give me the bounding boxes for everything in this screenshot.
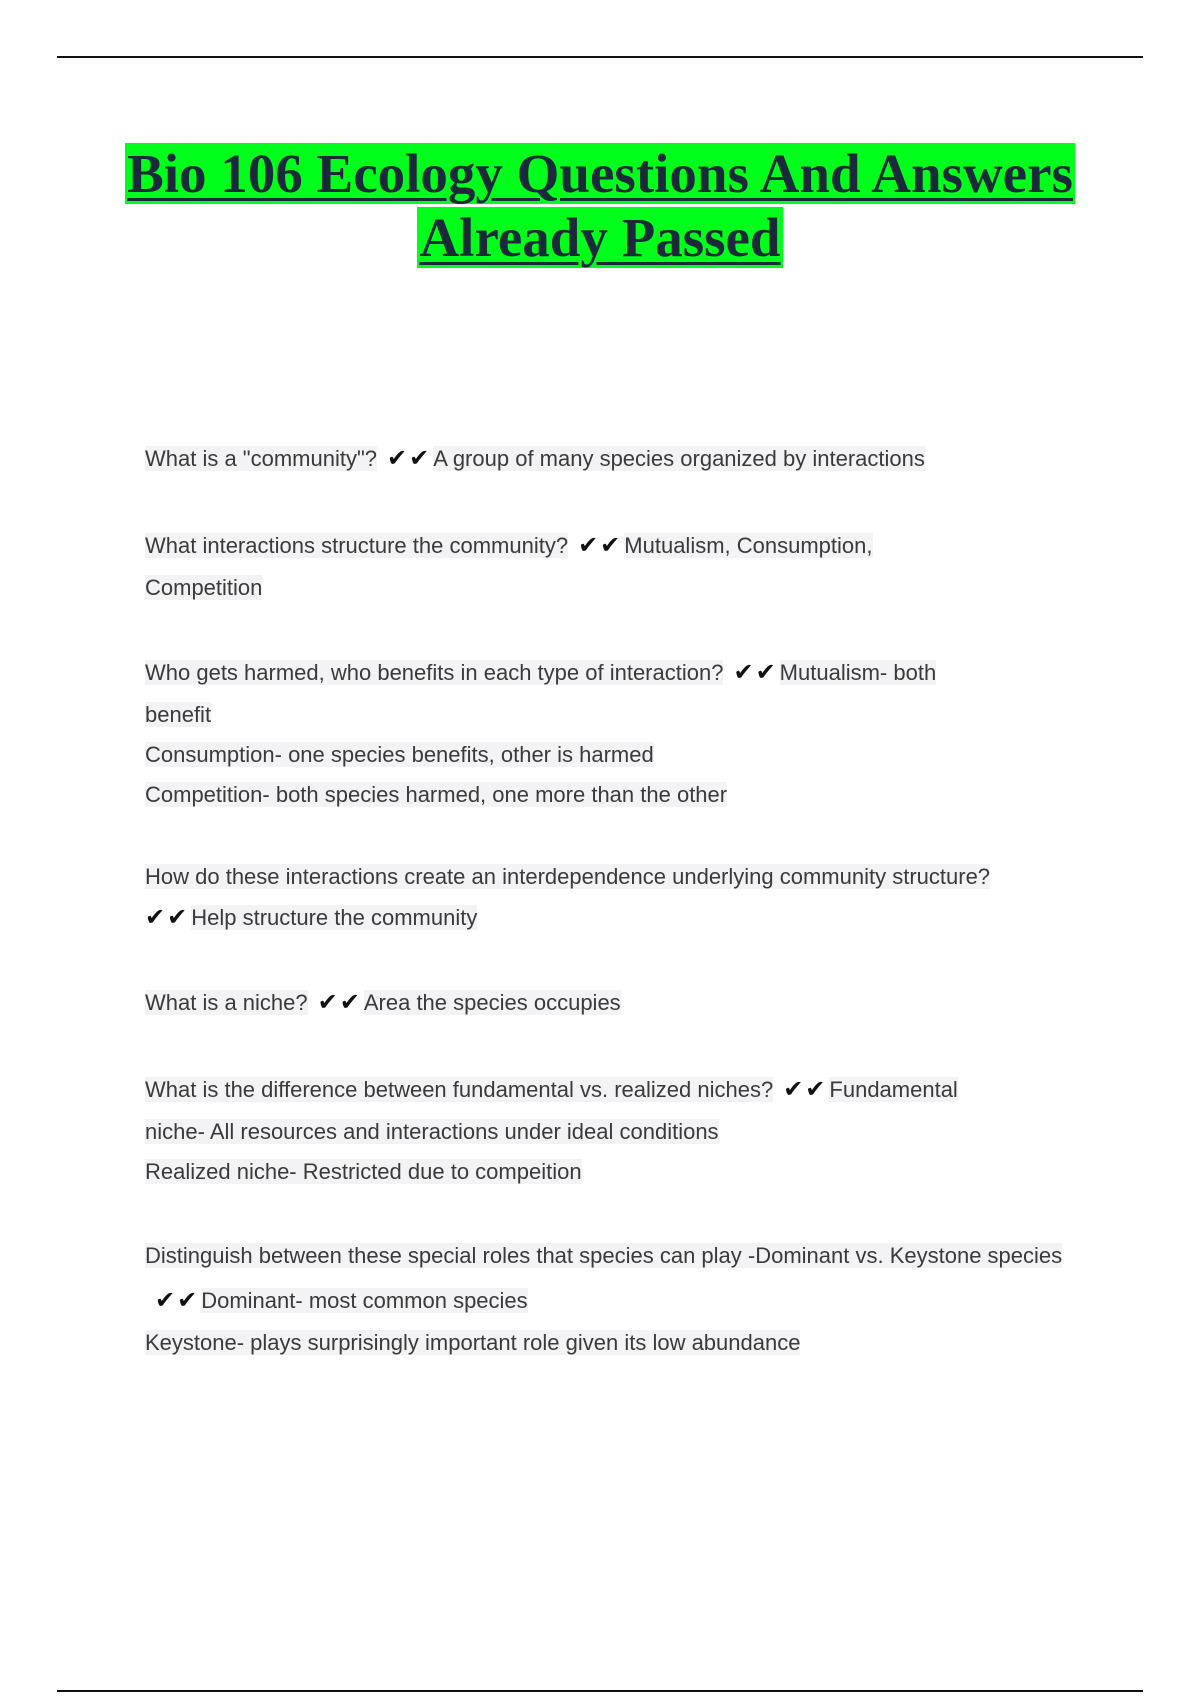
answer-text: Consumption- one species benefits, other is harmed bbox=[145, 742, 654, 767]
double-check-icon: ✔✔ bbox=[733, 658, 778, 686]
qa-list bbox=[145, 436, 1080, 1405]
answer-text: Mutualism, Consumption, bbox=[624, 533, 873, 558]
qa-item bbox=[145, 857, 1080, 938]
qa-item bbox=[145, 523, 1080, 608]
answer-text: Help structure the community bbox=[191, 905, 478, 930]
question-text: What is the difference between fundamental vs. realized niches? bbox=[145, 1077, 774, 1102]
answer-text: Realized niche- Restricted due to compeition bbox=[145, 1159, 582, 1184]
question-text: What is a niche? bbox=[145, 990, 308, 1015]
answer-text: Fundamental bbox=[829, 1077, 958, 1102]
answer-text: Dominant- most common species bbox=[201, 1288, 528, 1313]
answer-text: Area the species occupies bbox=[363, 990, 621, 1015]
answer-text: Mutualism- both bbox=[779, 660, 937, 685]
qa-item bbox=[145, 650, 1080, 815]
answer-text: A group of many species organized by interactions bbox=[433, 446, 925, 471]
qa-item bbox=[145, 1234, 1080, 1363]
answer-text: benefit bbox=[145, 702, 212, 727]
qa-item bbox=[145, 1067, 1080, 1192]
qa-item bbox=[145, 436, 1080, 481]
top-rule bbox=[57, 56, 1143, 58]
bottom-rule bbox=[57, 1690, 1143, 1692]
double-check-icon: ✔✔ bbox=[387, 444, 432, 472]
document-title: Bio 106 Ecology Questions And Answers Already Passed bbox=[127, 143, 1073, 268]
question-text: What is a "community"? bbox=[145, 446, 378, 471]
double-check-icon: ✔✔ bbox=[578, 531, 623, 559]
double-check-icon: ✔✔ bbox=[317, 988, 362, 1016]
answer-text: Competition bbox=[145, 575, 263, 600]
document-title-block bbox=[100, 142, 1100, 270]
answer-text: Competition- both species harmed, one more than the other bbox=[145, 782, 728, 807]
double-check-icon: ✔✔ bbox=[783, 1075, 828, 1103]
question-text: What interactions structure the community? bbox=[145, 533, 569, 558]
double-check-icon: ✔✔ bbox=[145, 903, 190, 931]
qa-item bbox=[145, 980, 1080, 1025]
answer-text: niche- All resources and interactions under ideal conditions bbox=[145, 1119, 719, 1144]
question-text: How do these interactions create an interdependence underlying community structure? bbox=[145, 864, 991, 889]
double-check-icon: ✔✔ bbox=[155, 1286, 200, 1314]
answer-text: Keystone- plays surprisingly important role given its low abundance bbox=[145, 1330, 801, 1355]
question-text: Who gets harmed, who benefits in each type of interaction? bbox=[145, 660, 724, 685]
question-text: Distinguish between these special roles that species can play -Dominant vs. Keystone species bbox=[145, 1243, 1063, 1268]
